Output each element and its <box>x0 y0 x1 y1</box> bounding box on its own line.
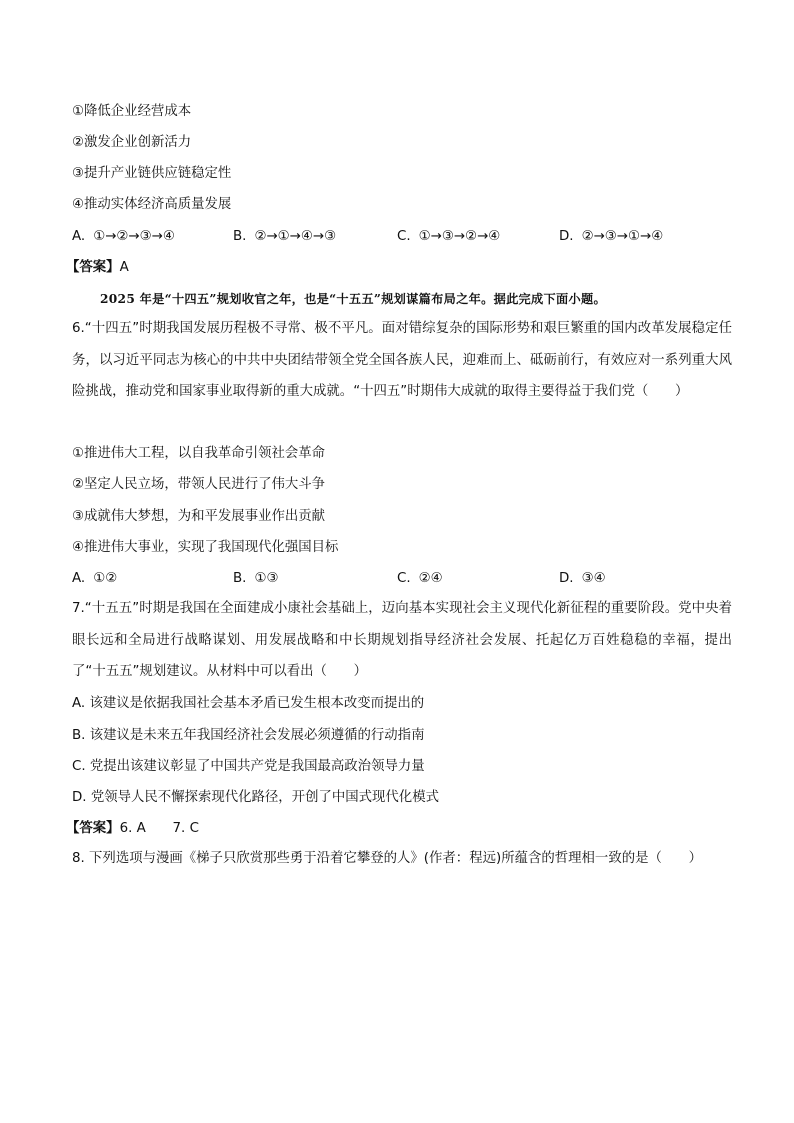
q5-option-d <box>559 227 663 247</box>
q6-option-b <box>233 569 278 589</box>
q6-options <box>72 569 732 589</box>
option-text: ①→③→②→④ <box>418 229 501 244</box>
option-key: A. <box>72 229 86 244</box>
q6-item-3: ③成就伟大梦想，为和平发展事业作出贡献 <box>72 509 326 524</box>
option-text: ③④ <box>581 571 606 586</box>
section-intro: 2025 年是“十四五”规划收官之年，也是“十五五”规划谋篇布局之年。据此完成下面小题。 <box>100 292 606 306</box>
option-key: C. <box>397 571 411 586</box>
option-key: D. <box>559 571 574 586</box>
q5-item-4: ④推动实体经济高质量发展 <box>72 197 232 212</box>
answer-label: 【答案】 <box>66 260 120 275</box>
q5-item-3: ③提升产业链供应链稳定性 <box>72 166 232 181</box>
option-key: B. <box>233 229 247 244</box>
q5-item-1: ①降低企业经营成本 <box>72 104 192 119</box>
q7-option-d: D. 党领导人民不懈探索现代化路径，开创了中国式现代化模式 <box>72 790 439 805</box>
option-text: ②→③→①→④ <box>581 229 664 244</box>
q6-item-1: ①推进伟大工程，以自我革命引领社会革命 <box>72 446 326 461</box>
answer-value: A <box>119 260 129 275</box>
q6-q7-answer <box>66 819 199 839</box>
q7-option-b: B. 该建议是未来五年我国经济社会发展必须遵循的行动指南 <box>72 728 425 743</box>
option-text: ②→①→④→③ <box>254 229 337 244</box>
option-key: B. <box>233 571 247 586</box>
q5-item-2: ②激发企业创新活力 <box>72 135 192 150</box>
q6-option-c <box>397 569 443 589</box>
q6-option-d <box>559 569 606 589</box>
q7-option-a: A. 该建议是依据我国社会基本矛盾已发生根本改变而提出的 <box>72 696 425 711</box>
q5-option-c <box>397 227 500 247</box>
q5-option-a <box>72 227 175 247</box>
option-text: ①② <box>93 571 118 586</box>
q6-item-2: ②坚定人民立场，带领人民进行了伟大斗争 <box>72 477 326 492</box>
option-text: ①→②→③→④ <box>93 229 175 244</box>
q6-stem: 6.“十四五”时期我国发展历程极不寻常、极不平凡。面对错综复杂的国际形势和艰巨繁重的国内改革发展稳定任务，以习近平同志为核心的中共中央团结带领全党全国各族人民，迎难而上、砥砺前行，有效应对一系列重大风险挑战，推动党和国家事业取得新的重大成就。“十四五”时期伟大成就的取得主要得益于我们党（ ） <box>72 321 732 399</box>
answer-value: 6. A 7. C <box>119 821 199 836</box>
option-key: A. <box>72 571 86 586</box>
q6-item-4: ④推进伟大事业，实现了我国现代化强国目标 <box>72 540 339 555</box>
q5-option-b <box>233 227 336 247</box>
q5-answer <box>66 258 129 278</box>
q5-options <box>72 227 732 247</box>
q8-stem: 8. 下列选项与漫画《梯子只欣赏那些勇于沿着它攀登的人》(作者：程远)所蕴含的哲理相一致的是（ ） <box>72 851 703 866</box>
option-text: ②④ <box>418 571 443 586</box>
q6-option-a <box>72 569 117 589</box>
option-key: C. <box>397 229 411 244</box>
option-text: ①③ <box>254 571 279 586</box>
answer-label: 【答案】 <box>66 821 120 836</box>
q7-option-c: C. 党提出该建议彰显了中国共产党是我国最高政治领导力量 <box>72 759 425 774</box>
option-key: D. <box>559 229 574 244</box>
q7-stem: 7.“十五五”时期是我国在全面建成小康社会基础上，迈向基本实现社会主义现代化新征程的重要阶段。党中央着眼长远和全局进行战略谋划、用发展战略和中长期规划指导经济社会发展、托起亿万百姓稳稳的幸福，提出了“十五五”规划建议。从材料中可以看出（ ） <box>72 601 732 679</box>
